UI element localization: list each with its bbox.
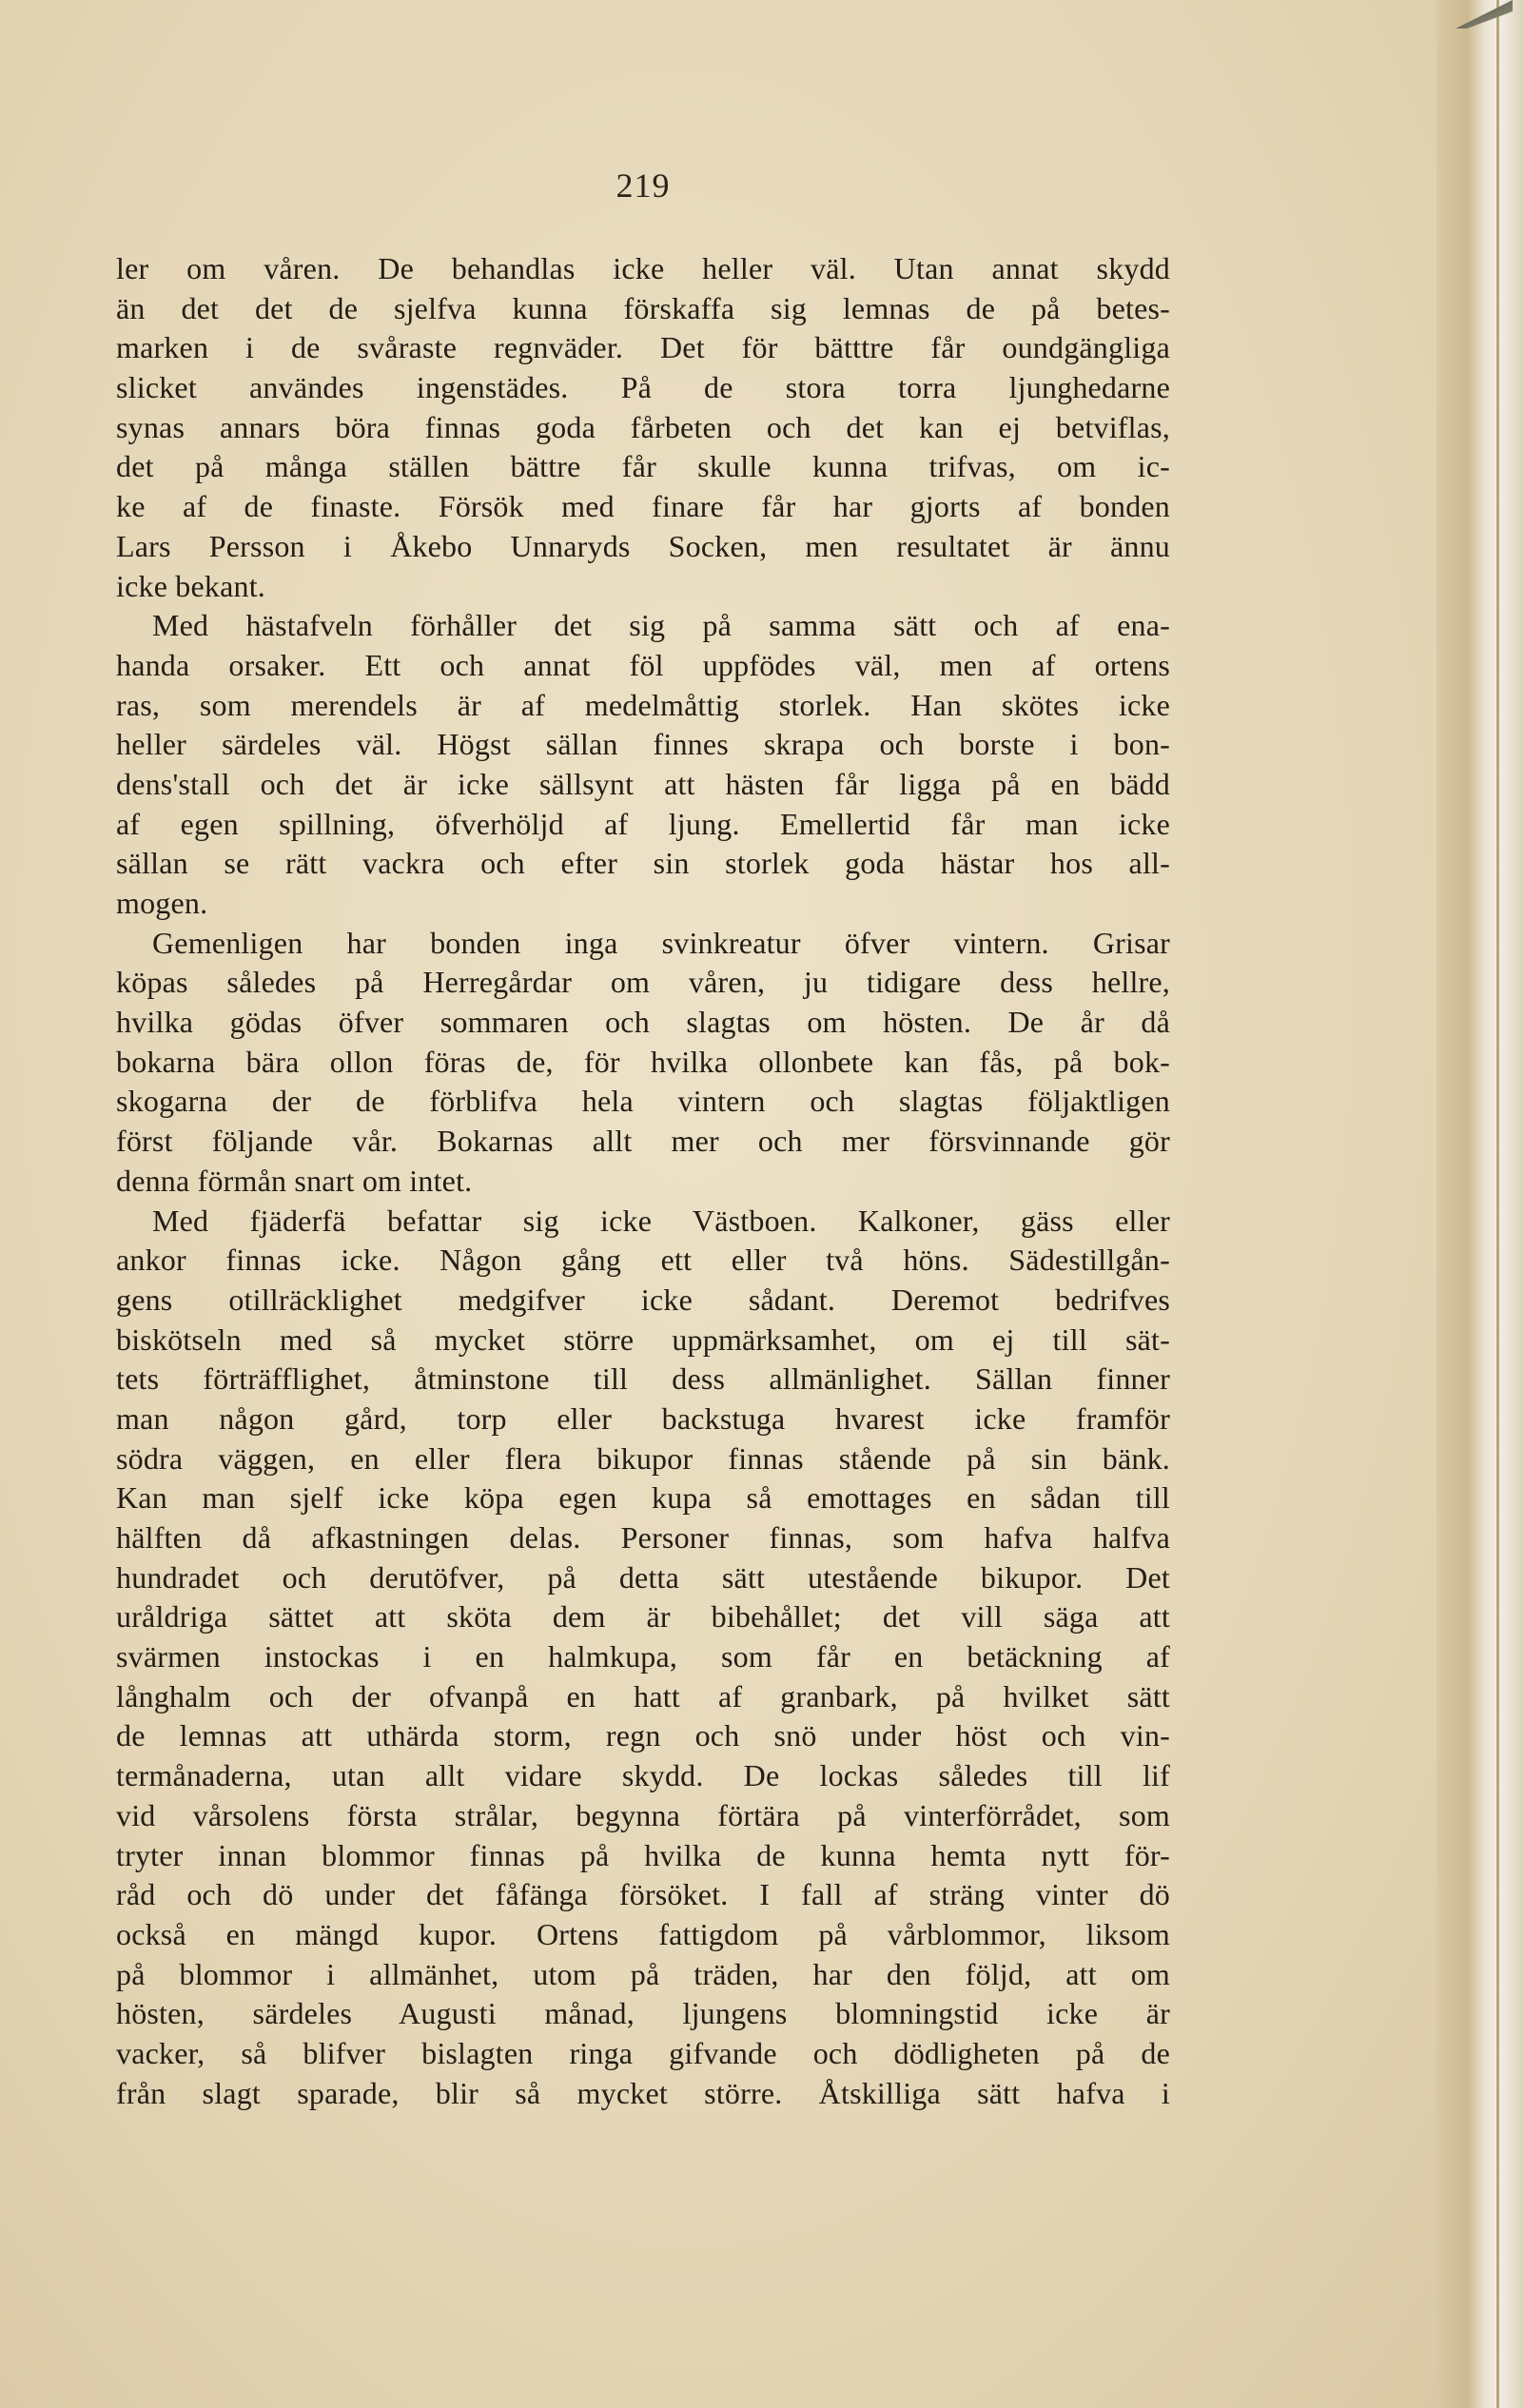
text-line: tryter innan blommor finnas på hvilka de kunna hemta nytt för- bbox=[116, 1837, 1170, 1872]
text-line: man någon gård, torp eller backstuga hvarest icke framför bbox=[116, 1400, 1170, 1436]
text-line: tets förträfflighet, åtminstone till dess allmänlighet. Sällan finner bbox=[116, 1361, 1170, 1397]
text-line: ankor finnas icke. Någon gång ett eller två höns. Sädestillgån- bbox=[116, 1243, 1170, 1278]
page-number: 219 bbox=[615, 166, 671, 205]
text-line: denna förmån snart om intet. bbox=[116, 1163, 473, 1198]
text-line: från slagt sparade, blir så mycket större. Åtskilliga sätt hafva i bbox=[116, 2075, 1170, 2110]
text-line: sällan se rätt vackra och efter sin storlek goda hästar hos all- bbox=[116, 846, 1170, 881]
text-line: hälften då afkastningen delas. Personer finnas, som hafva halfva bbox=[116, 1520, 1170, 1555]
text-line: skogarna der de förblifva hela vintern och slagtas följaktligen bbox=[116, 1084, 1170, 1119]
text-line: af egen spillning, öfverhöljd af ljung. Emellertid får man icke bbox=[116, 806, 1170, 841]
text-line: Med fjäderfä befattar sig icke Västboen. Kalkoner, gäss eller bbox=[152, 1203, 1170, 1238]
text-line: på blommor i allmänhet, utom på träden, har den följd, att om bbox=[116, 1956, 1170, 1991]
text-line: uråldriga sättet att sköta dem är bibehållet; det vill säga att bbox=[116, 1599, 1170, 1635]
text-line: ke af de finaste. Försök med finare får har gjorts af bonden bbox=[116, 489, 1170, 524]
text-line: termånaderna, utan allt vidare skydd. De lockas således till lif bbox=[116, 1758, 1170, 1793]
text-line: det på många ställen bättre får skulle kunna trifvas, om ic- bbox=[116, 449, 1170, 484]
binding-fold-line bbox=[1496, 0, 1499, 2408]
text-line: Lars Persson i Åkebo Unnaryds Socken, men resultatet är ännu bbox=[116, 528, 1170, 563]
text-line: slicket användes ingenstädes. På de stora torra ljunghedarne bbox=[116, 370, 1170, 405]
text-line: marken i de svåraste regnväder. Det för bätttre får oundgängliga bbox=[116, 330, 1170, 365]
text-line: vid vårsolens första strålar, begynna förtära på vinterförrådet, som bbox=[116, 1797, 1170, 1832]
page-binding-edge bbox=[1436, 0, 1524, 2408]
text-line: svärmen instockas i en halmkupa, som får en betäckning af bbox=[116, 1639, 1170, 1674]
text-line: gens otillräcklighet medgifver icke sådant. Deremot bedrifves bbox=[116, 1282, 1170, 1317]
text-line: hösten, särdeles Augusti månad, ljungens blomningstid icke är bbox=[116, 1996, 1170, 2031]
text-line: Med hästafveln förhåller det sig på samma sätt och af ena- bbox=[152, 608, 1170, 643]
body-text bbox=[116, 249, 1170, 2113]
text-line: mogen. bbox=[116, 886, 208, 920]
text-line: dens'stall och det är icke sällsynt att hästen får ligga på en bädd bbox=[116, 766, 1170, 801]
text-line: än det det de sjelfva kunna förskaffa sig lemnas de på betes- bbox=[116, 290, 1170, 325]
text-line: heller särdeles väl. Högst sällan finnes skrapa och borste i bon- bbox=[116, 727, 1170, 762]
text-line: ras, som merendels är af medelmåttig storlek. Han skötes icke bbox=[116, 687, 1170, 722]
text-line: bokarna bära ollon föras de, för hvilka ollonbete kan fås, på bok- bbox=[116, 1044, 1170, 1079]
text-line: vacker, så blifver bislagten ringa gifvande och dödligheten på de bbox=[116, 2035, 1170, 2070]
text-line: ler om våren. De behandlas icke heller väl. Utan annat skydd bbox=[116, 251, 1170, 285]
text-line: handa orsaker. Ett och annat föl uppfödes väl, men af ortens bbox=[116, 647, 1170, 682]
text-line: köpas således på Herregårdar om våren, ju tidigare dess hellre, bbox=[116, 965, 1170, 1000]
text-line: långhalm och der ofvanpå en hatt af granbark, på hvilket sätt bbox=[116, 1678, 1170, 1713]
text-line: icke bekant. bbox=[116, 568, 265, 603]
text-line: södra väggen, en eller flera bikupor finnas stående på sin bänk. bbox=[116, 1440, 1170, 1476]
text-line: Gemenligen har bonden inga svinkreatur öfver vintern. Grisar bbox=[152, 925, 1170, 960]
text-line: hundradet och derutöfver, på detta sätt utestående bikupor. Det bbox=[116, 1559, 1170, 1595]
page-content bbox=[116, 162, 1170, 2113]
text-line: Kan man sjelf icke köpa egen kupa så emottages en sådan till bbox=[116, 1480, 1170, 1516]
text-line: hvilka gödas öfver sommaren och slagtas om hösten. De år då bbox=[116, 1005, 1170, 1040]
text-line: också en mängd kupor. Ortens fattigdom på vårblommor, liksom bbox=[116, 1916, 1170, 1951]
text-line: råd och dö under det fåfänga försöket. I fall af sträng vinter dö bbox=[116, 1877, 1170, 1912]
text-line: de lemnas att uthärda storm, regn och snö under höst och vin- bbox=[116, 1718, 1170, 1753]
text-line: biskötseln med så mycket större uppmärksamhet, om ej till sät- bbox=[116, 1321, 1170, 1357]
text-line: först följande vår. Bokarnas allt mer och mer försvinnande gör bbox=[116, 1124, 1170, 1159]
text-line: synas annars böra finnas goda fårbeten och det kan ej betviflas, bbox=[116, 409, 1170, 444]
